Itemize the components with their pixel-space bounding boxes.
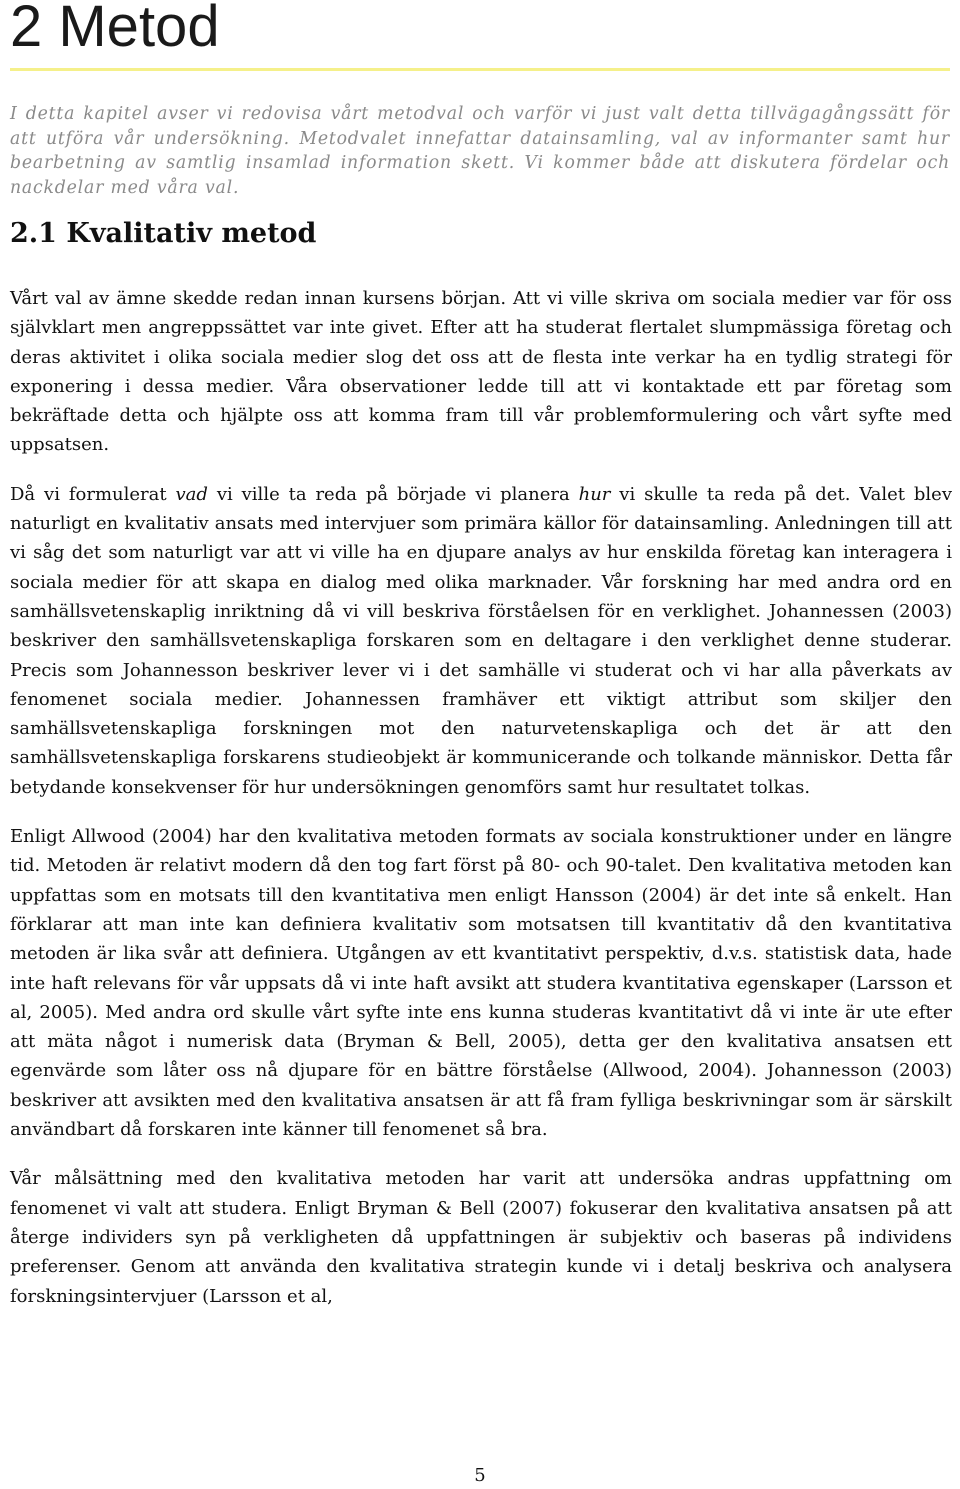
chapter-intro: I detta kapitel avser vi redovisa vårt metodval och varför vi just valt detta tillvägagångssätt för att utföra vår undersökning. Metodvalet innefattar datainsamling, val av informanter samt hur bearbetning av samtlig insamlad information skett. Vi kommer både att diskutera fördelar och nackdelar med våra val. <box>10 104 950 198</box>
title-underline <box>10 68 950 71</box>
emphasis-hur: hur <box>578 483 611 505</box>
chapter-title: 2 Metod <box>10 0 220 59</box>
section-body <box>10 284 952 1331</box>
page-number: 5 <box>474 1465 486 1486</box>
paragraph-2-text-c: vi skulle ta reda på det. Valet blev naturligt en kvalitativ ansats med intervjuer som primära källor för datainsamling. Anledningen till att vi såg det som naturligt var att vi ville ha en djupare analys av hur enskilda företag kan interagera i sociala medier för att skapa en dialog med olika marknader. Vår forskning har med andra ord en samhällsvetenskaplig inriktning då vi vill beskriva förståelsen för en verklighet. Johannessen (2003) beskriver den samhällsvetenskapliga forskaren som en deltagare i den verklighet denne studerar. Precis som Johannesson beskriver lever vi i det samhälle vi studerat och vi har alla påverkats av fenomenet sociala medier. Johannessen framhäver ett viktigt attribut som skiljer den samhällsvetenskapliga forskningen mot den naturvetenskapliga och det är att den samhällsvetenskapliga forskarens studieobjekt är kommunicerande och tolkande människor. Detta får betydande konsekvenser för hur undersökningen genomförs samt hur resultatet tolkas. <box>10 483 953 798</box>
paragraph-4: Vår målsättning med den kvalitativa metoden har varit att undersöka andras uppfattning om fenomenet vi valt att studera. Enligt Bryman & Bell (2007) fokuserar den kvalitativa ansatsen på att återge individers syn på verkligheten då uppfattningen är subjektiv och baseras på individens preferenser. Genom att använda den kvalitativa strategin kunde vi i detalj beskriva och analysera forskningsintervjuer (Larsson et al, <box>10 1168 952 1307</box>
paragraph-1: Vårt val av ämne skedde redan innan kursens början. Att vi ville skriva om sociala medier var för oss självklart men angreppssättet var inte givet. Efter att ha studerat flertalet slumpmässiga företag och deras aktivitet i olika sociala medier slog det oss att de flesta inte verkar ha en tydlig strategi för exponering i dessa medier. Våra observationer ledde till att vi kontaktade ett par företag som bekräftade detta och hjälpte oss att komma fram till vår problemformulering och vårt syfte med uppsatsen. <box>10 288 952 456</box>
paragraph-2 <box>10 480 952 802</box>
paragraph-2-text-a: Då vi formulerat <box>10 483 176 505</box>
section-heading: 2.1 Kvalitativ metod <box>10 218 317 249</box>
emphasis-vad: vad <box>175 483 208 505</box>
paragraph-3: Enligt Allwood (2004) har den kvalitativa metoden formats av sociala konstruktioner under en längre tid. Metoden är relativt modern då den tog fart först på 80- och 90-talet. Den kvalitativa metoden kan uppfattas som en motsats till den kvantitativa men enligt Hansson (2004) är det inte så enkelt. Han förklarar att man inte kan definiera kvalitativ som motsatsen till kvantitativ då den kvantitativa metoden är lika svår att definiera. Utgången av ett kvantitativt perspektiv, d.v.s. statistisk data, hade inte haft relevans för vår uppsats då vi inte haft avsikt att studera kvantitativa egenskaper (Larsson et al, 2005). Med andra ord skulle vårt syfte inte ens kunna studeras kvantitativt då vi inte är ute efter att mäta något i numerisk data (Bryman & Bell, 2005), detta ger den kvalitativa ansatsen ett egenvärde som låter oss nå djupare för en bättre förståelse (Allwood, 2004). Johannesson (2003) beskriver att avsikten med den kvalitativa ansatsen är att få fram fylliga beskrivningar som är särskilt användbart då forskaren inte känner till fenomenet så bra. <box>10 826 952 1141</box>
paragraph-2-text-b: vi ville ta reda på började vi planera <box>207 483 579 505</box>
